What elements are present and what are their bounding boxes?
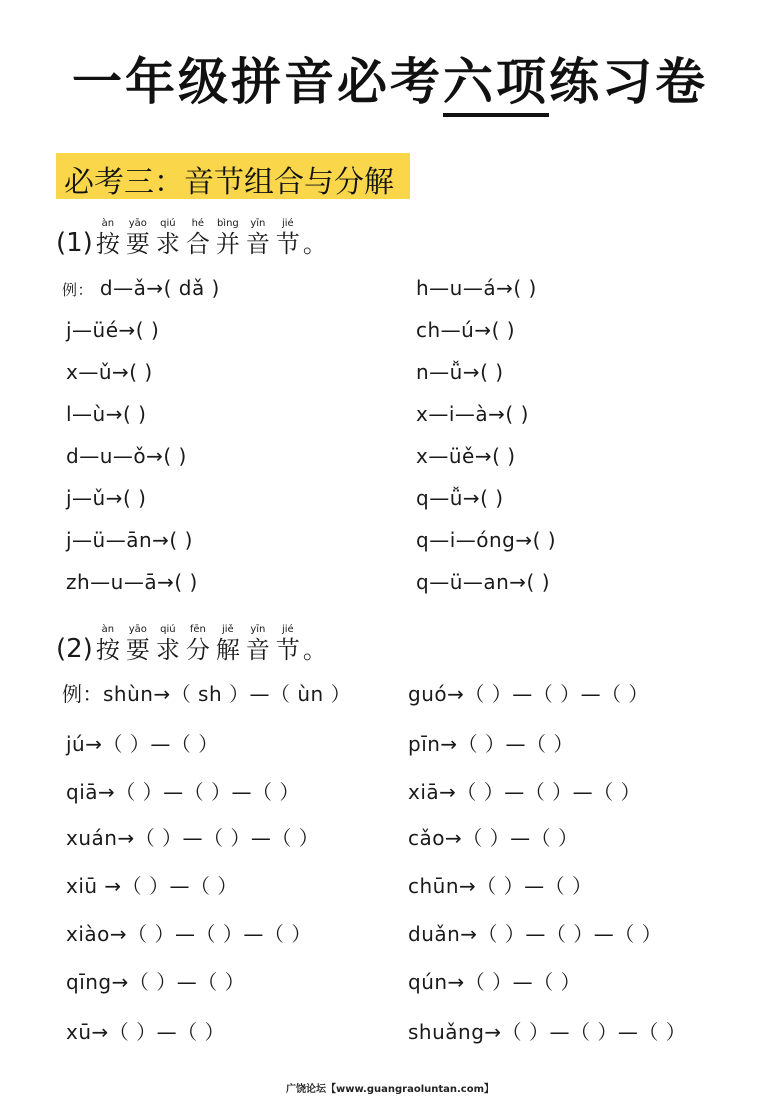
q2-right-row: shuǎng→（ ）—（ ）—（ ） [408,1020,687,1044]
q1-right-row: n—ǚ→( ) [416,360,504,384]
q2-right-row: xiā→（ ）—（ ）—（ ） [408,780,641,804]
ruby-word: hé 合 [185,218,210,258]
q2-right-row: qún→（ ）—（ ） [408,970,582,994]
question-2-title: (2) àn 按 yāo 要 qiú 求 fēn 分 jiě 解 yīn 音 jié 节 。 [56,624,327,664]
section-tag-label: 必考三：音节组合与分解 [64,165,394,200]
q2-right-row: duǎn→（ ）—（ ）—（ ） [408,922,663,946]
section-tag [56,153,410,199]
q2-right-row: chūn→（ ）—（ ） [408,874,593,898]
q1-left-row: x—ǔ→( ) [66,360,153,384]
page-title: 一年级拼音必考六项练习卷 [0,42,780,114]
q1-left-row: l—ù→( ) [66,402,147,426]
q2-right-row: pīn→（ ）—（ ） [408,732,574,756]
q2-right-row: guó→（ ）—（ ）—（ ） [408,682,649,706]
q1-left-row: d—u—ǒ→( ) [66,444,187,468]
ruby-word: jié 节 [275,624,300,664]
q2-left-row: xuán→（ ）—（ ）—（ ） [66,826,320,850]
q2-right-row: cǎo→（ ）—（ ） [408,826,579,850]
ruby-word: yāo 要 [125,624,150,664]
q1-example-row: 例： d—ǎ→( dǎ ) [62,276,220,300]
q1-right-row: ch—ú→( ) [416,318,516,342]
q1-right-row: q—ǚ→( ) [416,486,504,510]
ruby-word: àn 按 [95,624,120,664]
ruby-word: qiú 求 [155,218,180,258]
q1-right-row: x—üě→( ) [416,444,516,468]
q1-right-row: q—i—óng→( ) [416,528,557,552]
question-number: (2) [56,634,93,664]
footer-watermark: 广饶论坛【www.guangraoluntan.com】 [285,1084,495,1095]
q1-right-row: q—ü—an→( ) [416,570,551,594]
ruby-word: jié 节 [275,218,300,258]
q1-left-row: zh—u—ā→( ) [66,570,198,594]
q1-left-row: j—üé→( ) [66,318,160,342]
ruby-word: bìng 并 [215,218,240,258]
question-1-title: (1) àn 按 yāo 要 qiú 求 hé 合 bìng 并 yīn 音 jié 节 。 [56,218,327,258]
ruby-word: yīn 音 [245,624,270,664]
q1-right-row: x—i—à→( ) [416,402,529,426]
q2-left-row: qiā→（ ）—（ ）—（ ） [66,780,300,804]
ruby-word: jiě 解 [215,624,240,664]
q2-left-row: xiào→（ ）—（ ）—（ ） [66,922,312,946]
ruby-word: fēn 分 [185,624,210,664]
q2-left-row: xiū →（ ）—（ ） [66,874,238,898]
title-underlined: 六项 [443,53,549,117]
q1-left-row: j—ǔ→( ) [66,486,147,510]
q1-right-row: h—u—á→( ) [416,276,537,300]
ruby-word: àn 按 [95,218,120,258]
ruby-word: yāo 要 [125,218,150,258]
question-number: (1) [56,228,93,258]
ruby-word: yīn 音 [245,218,270,258]
q2-left-row: xū→（ ）—（ ） [66,1020,225,1044]
q2-left-row: qīng→（ ）—（ ） [66,970,246,994]
q1-left-row: j—ü—ān→( ) [66,528,193,552]
q2-left-row: jú→（ ）—（ ） [66,732,219,756]
q2-left-row: 例：shùn→（ sh ）—（ ùn ） [62,682,352,706]
ruby-word: qiú 求 [155,624,180,664]
